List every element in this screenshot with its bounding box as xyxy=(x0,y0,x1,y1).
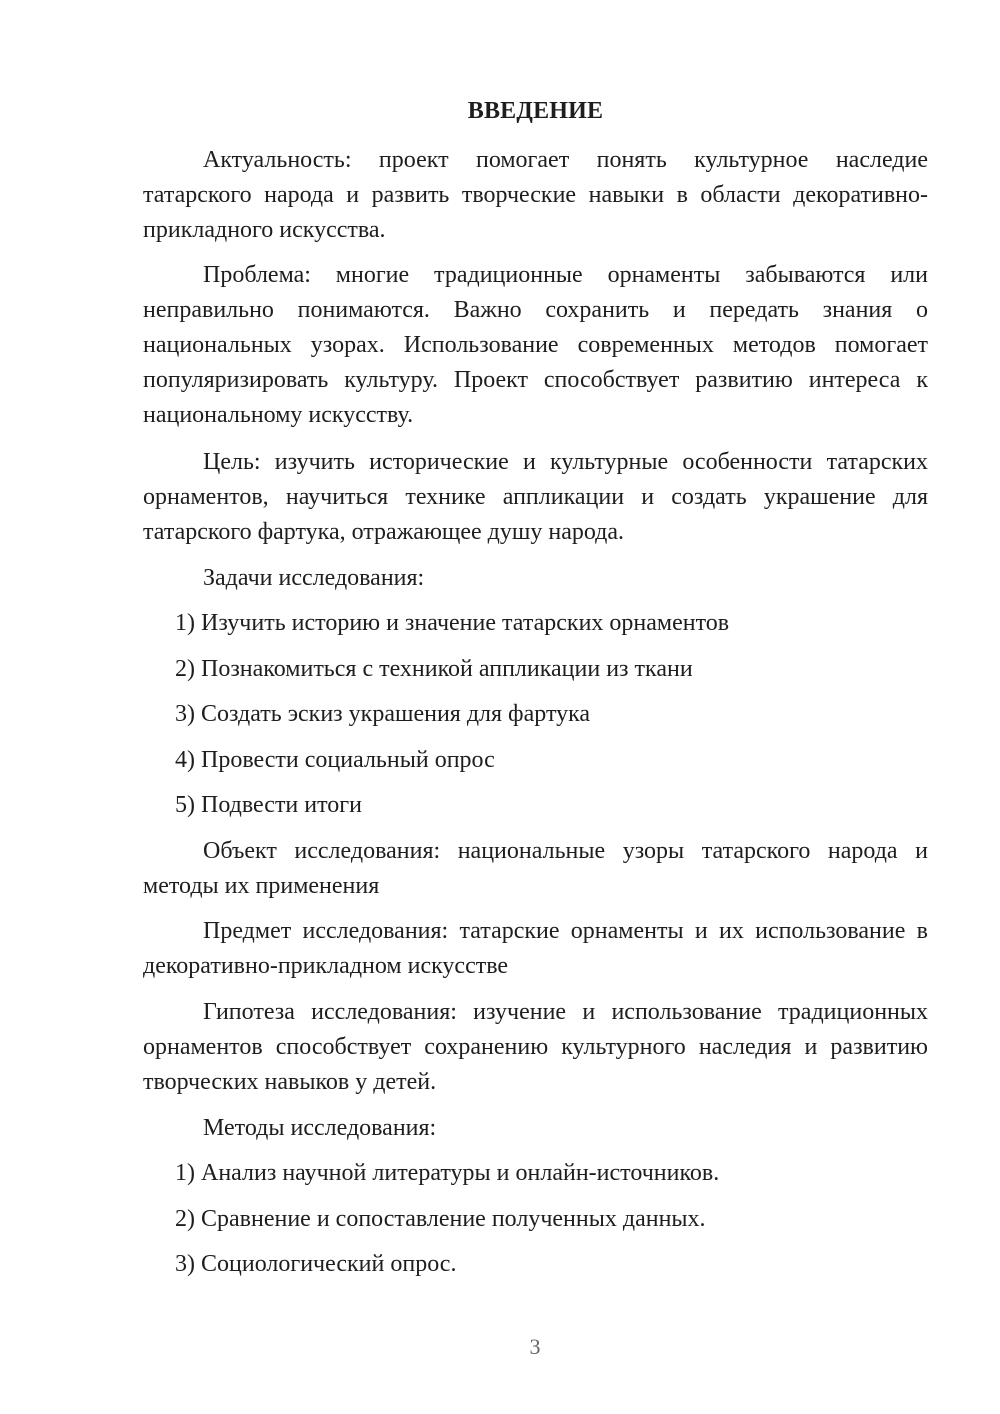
methods-heading: Методы исследования: xyxy=(203,1115,437,1141)
task-item-4: 4) Провести социальный опрос xyxy=(175,747,495,773)
goal-paragraph: Цель: изучить исторические и культурные особенности татарских орнаментов, научиться технике аппликации и создать украшение для татарского фартука, отражающее душу народа. xyxy=(143,449,928,545)
page-number: 3 xyxy=(529,1334,541,1359)
task-item-1: 1) Изучить историю и значение татарских орнаментов xyxy=(175,610,730,636)
page-title: ВВЕДЕНИЕ xyxy=(467,98,604,124)
problem-paragraph: Проблема: многие традиционные орнаменты забываются или неправильно понимаются. Важно сохранить и передать знания о национальных узорах. Использование современных методов помогает популяризировать культуру. Проект способствует развитию интереса к национальному искусству. xyxy=(143,262,928,428)
hypothesis-paragraph: Гипотеза исследования: изучение и использование традиционных орнаментов способствует сохранению культурного наследия и развитию творческих навыков у детей. xyxy=(143,999,928,1095)
task-item-5: 5) Подвести итоги xyxy=(175,792,362,818)
subject-paragraph: Предмет исследования: татарские орнаменты и их использование в декоративно-прикладном искусстве xyxy=(143,918,928,979)
task-item-3: 3) Создать эскиз украшения для фартука xyxy=(175,701,591,727)
method-item-3: 3) Социологический опрос. xyxy=(175,1251,457,1277)
method-item-2: 2) Сравнение и сопоставление полученных данных. xyxy=(175,1206,706,1232)
relevance-paragraph: Актуальность: проект помогает понять культурное наследие татарского народа и развить творческие навыки в области декоративно-прикладного искусства. xyxy=(143,147,928,243)
object-paragraph: Объект исследования: национальные узоры татарского народа и методы их применения xyxy=(143,838,928,899)
task-item-2: 2) Познакомиться с техникой аппликации из ткани xyxy=(175,656,693,682)
method-item-1: 1) Анализ научной литературы и онлайн-источников. xyxy=(175,1160,720,1186)
tasks-heading: Задачи исследования: xyxy=(203,565,425,591)
